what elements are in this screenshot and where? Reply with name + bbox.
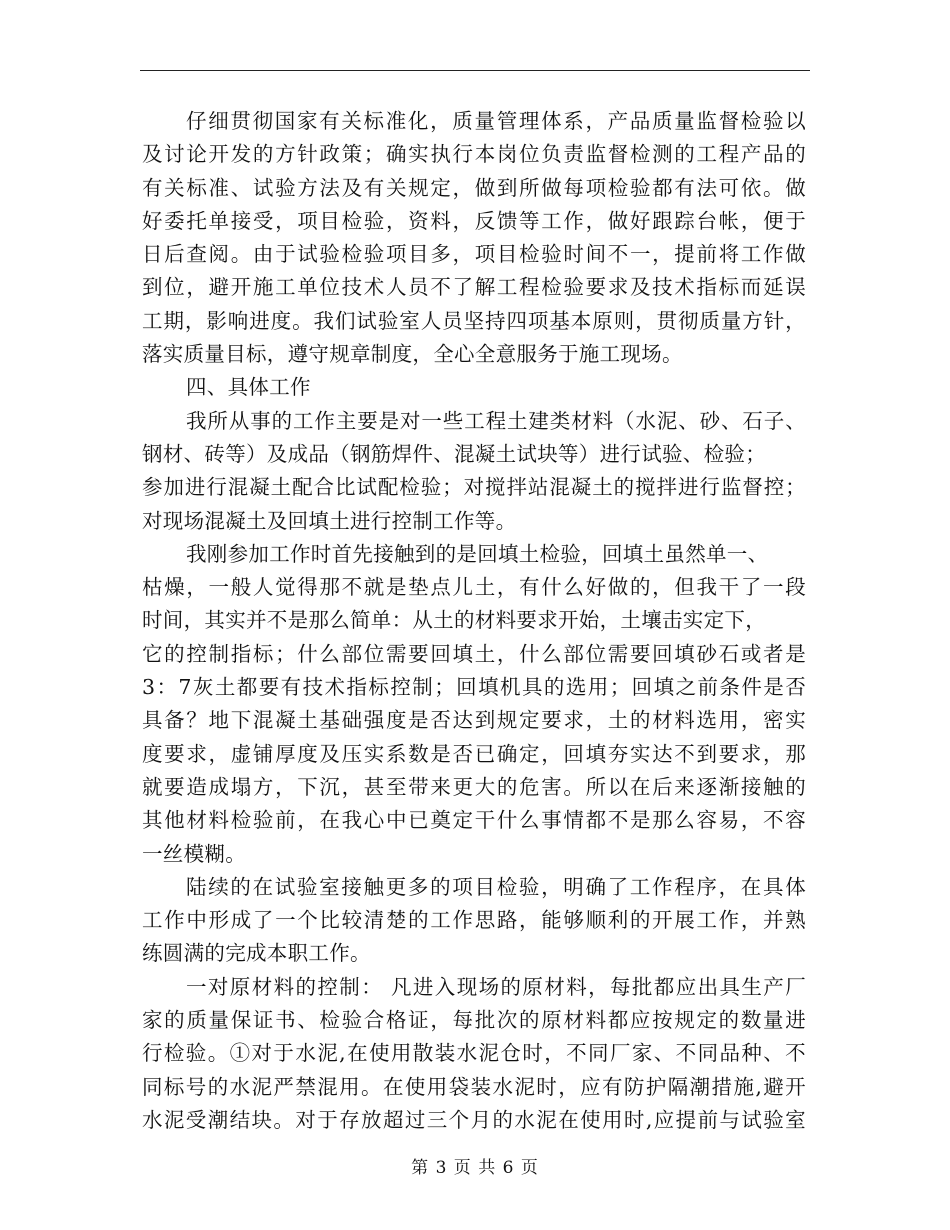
paragraph-line: 我刚参加工作时首先接触到的是回填土检验，回填土虽然单一、 [186, 541, 769, 566]
paragraph-line: 落实质量目标，遵守规章制度，全心全意服务于施工现场。 [142, 342, 683, 367]
paragraph-line: 钢材、砖等）及成品（钢筋焊件、混凝土试块等）进行试验、检验； [142, 441, 766, 466]
paragraph-line: 对现场混凝土及回填土进行控制工作等。 [142, 508, 517, 533]
page-number: 第 3 页 共 6 页 [411, 1158, 539, 1178]
paragraph-line: 时间，其实并不是那么简单：从土的材料要求开始，土壤击实定下， [142, 608, 766, 633]
paragraph-line: 参加进行混凝土配合比试配检验；对搅拌站混凝土的搅拌进行监督控； [142, 475, 806, 500]
paragraph-line: 一丝模糊。 [142, 841, 246, 866]
paragraph-line: 及讨论开发的方针政策；确实执行本岗位负责监督检测的工程产品的 [142, 142, 806, 167]
paragraph-line: 工作中形成了一个比较清楚的工作思路，能够顺利的开展工作，并熟 [142, 908, 806, 933]
paragraph-line: 家的质量保证书、检验合格证，每批次的原材料都应按规定的数量进 [142, 1008, 806, 1033]
paragraph-line: 同标号的水泥严禁混用。在使用袋装水泥时，应有防护隔潮措施,避开 [142, 1074, 806, 1099]
paragraph-line: 工期，影响进度。我们试验室人员坚持四项基本原则，贯彻质量方针， [142, 308, 806, 333]
paragraph-line: 3：7灰土都要有技术指标控制；回填机具的选用；回填之前条件是否 [142, 675, 806, 700]
paragraph-line: 仔细贯彻国家有关标准化，质量管理体系，产品质量监督检验以 [186, 109, 806, 133]
paragraph-line: 行检验。①对于水泥,在使用散装水泥仓时，不同厂家、不同品种、不 [142, 1041, 806, 1066]
paragraph-line: 陆续的在试验室接触更多的项目检验，明确了工作程序，在具体 [186, 874, 806, 899]
paragraph-line: 日后查阅。由于试验检验项目多，项目检验时间不一，提前将工作做 [142, 242, 806, 267]
paragraph-line: 度要求，虚铺厚度及压实系数是否已确定，回填夯实达不到要求，那 [142, 741, 806, 766]
paragraph-line: 具备？地下混凝土基础强度是否达到规定要求，土的材料选用，密实 [142, 708, 806, 733]
paragraph-line: 枯燥，一般人觉得那不就是垫点儿土，有什么好做的，但我干了一段 [142, 575, 806, 600]
paragraph-line: 练圆满的完成本职工作。 [142, 941, 371, 966]
paragraph-line: 好委托单接受，项目检验，资料，反馈等工作，做好跟踪台帐，便于 [142, 208, 806, 233]
paragraph-line: 其他材料检验前，在我心中已奠定干什么事情都不是那么容易，不容 [142, 808, 806, 833]
header-rule [140, 70, 810, 71]
paragraph-line: 到位，避开施工单位技术人员不了解工程检验要求及技术指标而延误 [142, 275, 806, 300]
paragraph-line: 我所从事的工作主要是对一些工程土建类材料（水泥、砂、石子、 [186, 408, 806, 433]
paragraph-line: 水泥受潮结块。对于存放超过三个月的水泥在使用时,应提前与试验室 [142, 1107, 806, 1132]
section-heading: 四、具体工作 [186, 375, 311, 400]
paragraph-line: 有关标准、试验方法及有关规定，做到所做每项检验都有法可依。做 [142, 175, 806, 200]
body-text [142, 105, 806, 1137]
paragraph-line: 它的控制指标；什么部位需要回填土，什么部位需要回填砂石或者是 [142, 641, 806, 666]
paragraph-line: 就要造成塌方，下沉，甚至带来更大的危害。所以在后来逐渐接触的 [142, 774, 806, 799]
paragraph-line: 一对原材料的控制： 凡进入现场的原材料，每批都应出具生产厂 [186, 974, 806, 999]
